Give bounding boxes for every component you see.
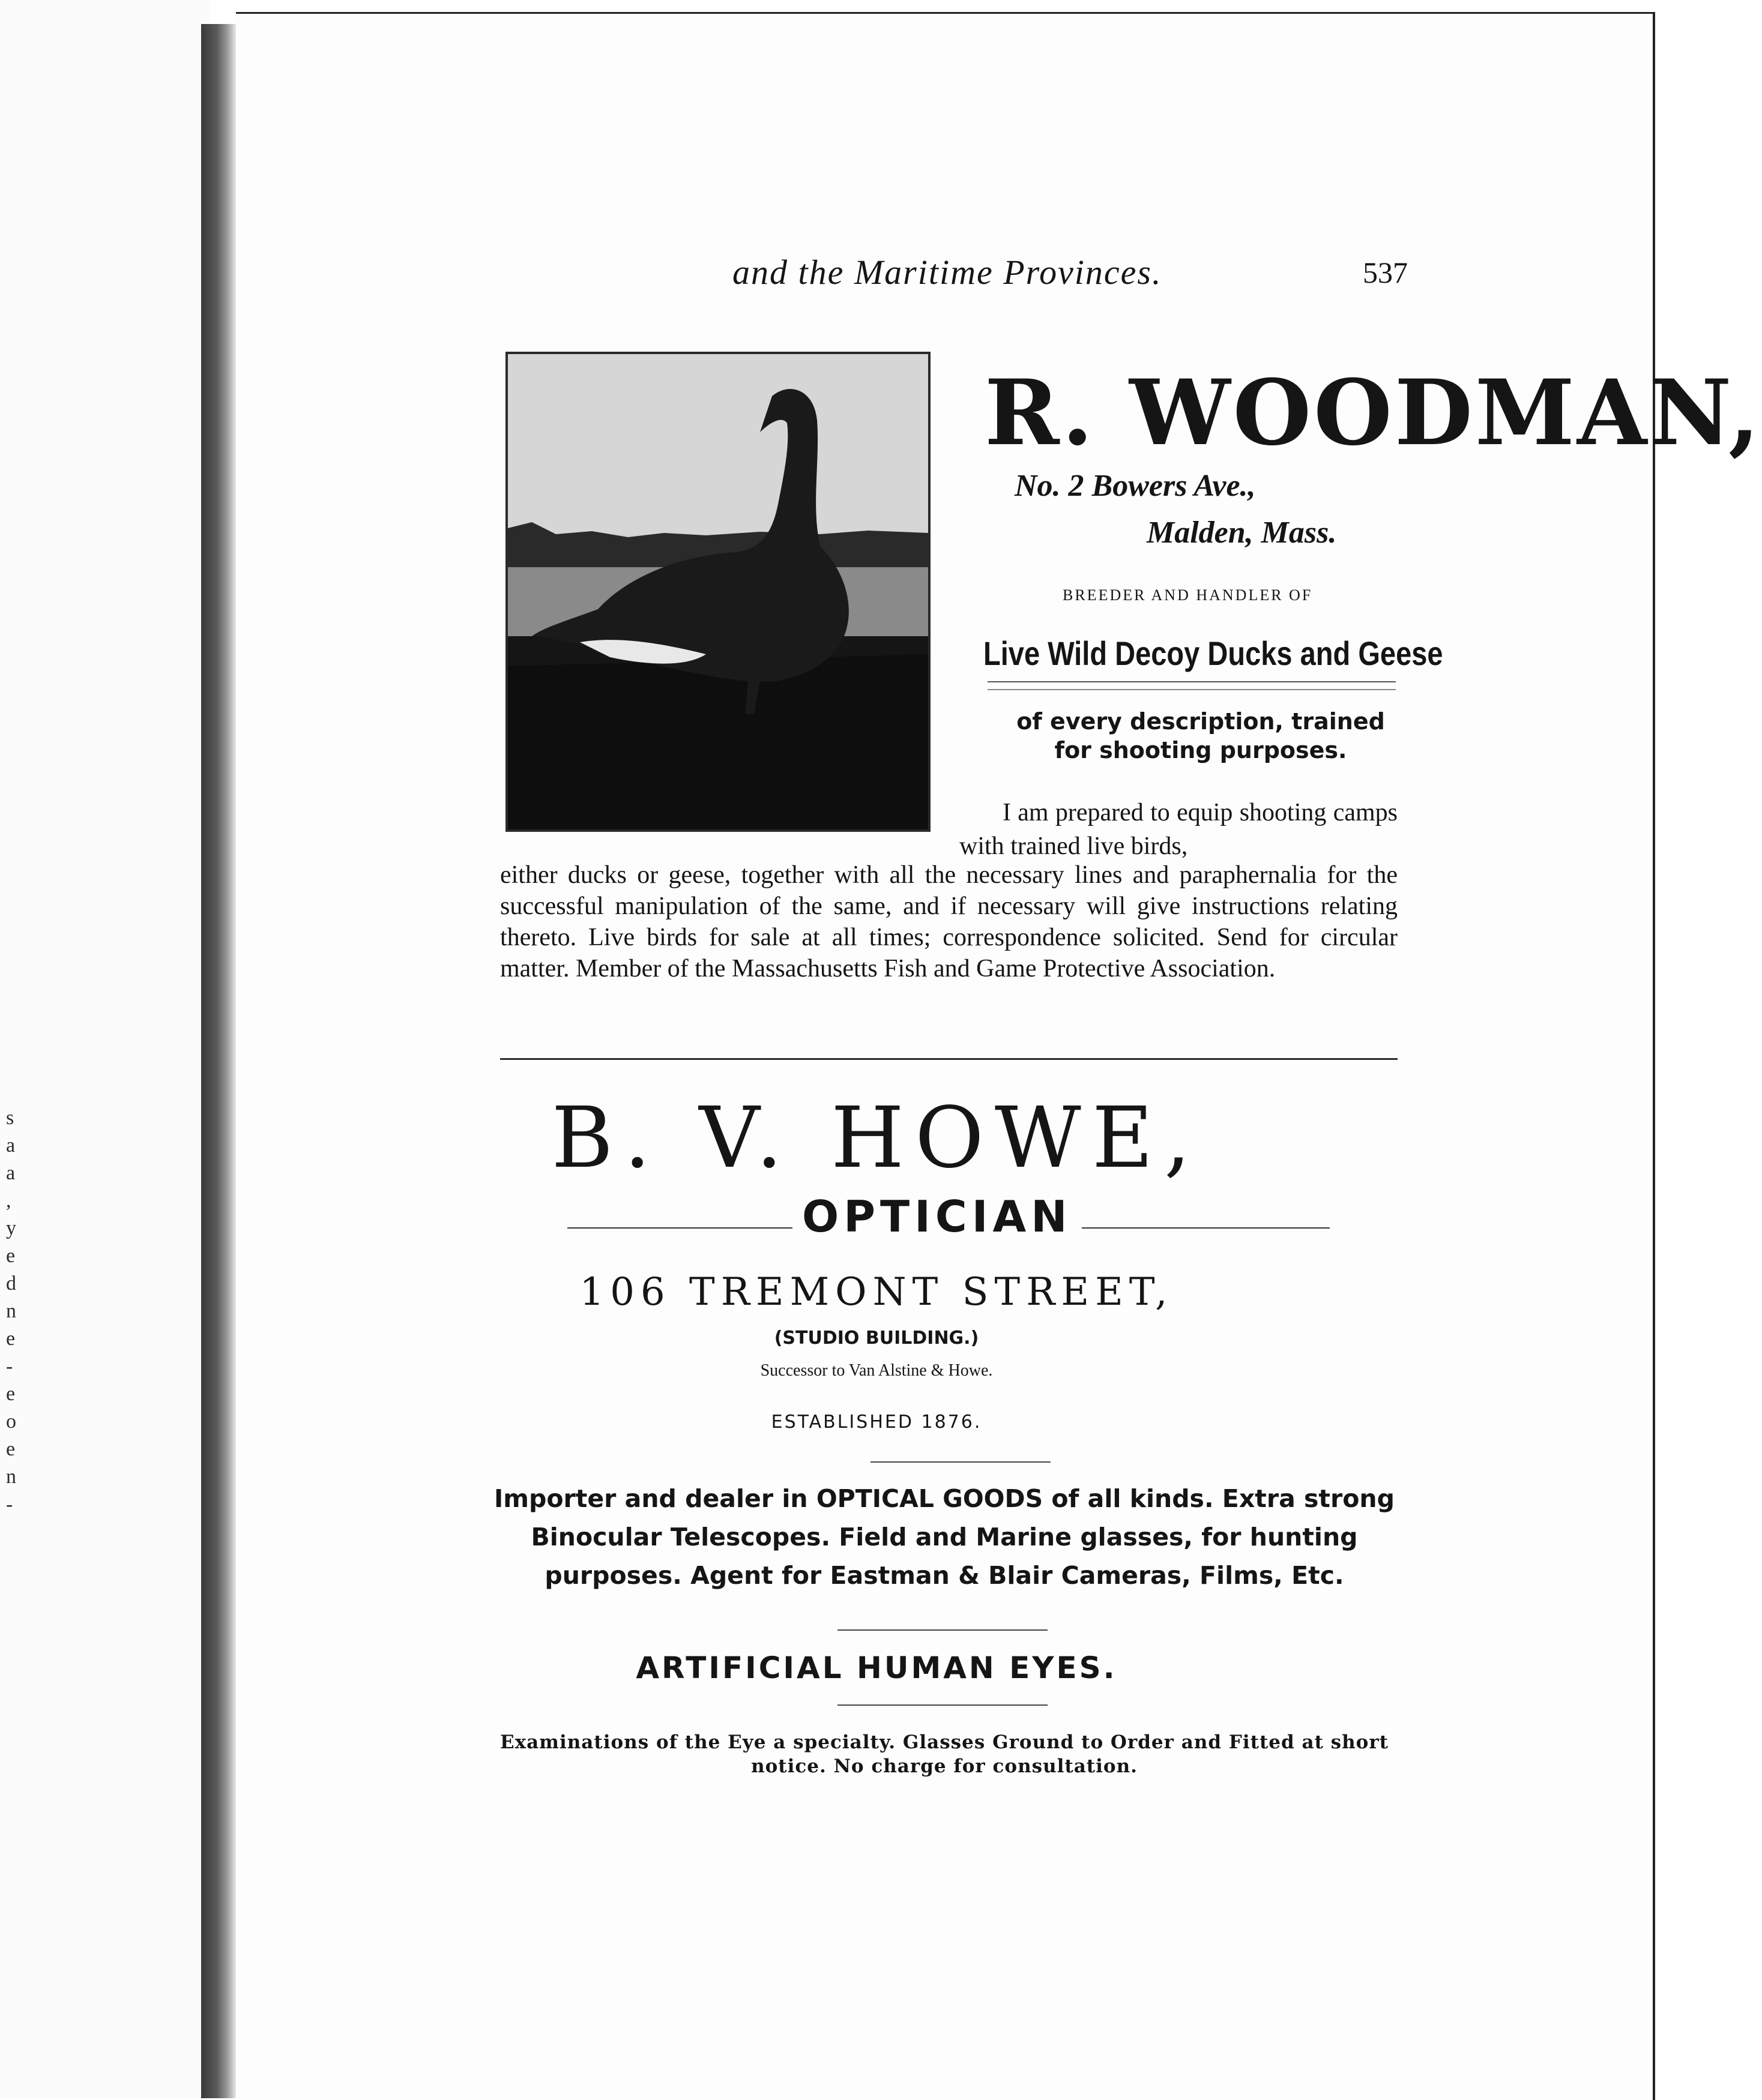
edge-letter: e <box>6 1438 16 1460</box>
edge-letter: n <box>6 1466 16 1488</box>
description-line: for shooting purposes. <box>1054 737 1347 763</box>
howe-established: ESTABLISHED 1876. <box>771 1412 982 1433</box>
advertiser-name-woodman: R. WOODMAN, <box>985 360 1762 466</box>
edge-letter: s <box>6 1107 14 1129</box>
short-divider <box>837 1704 1048 1706</box>
howe-successor: Successor to Van Alstine & Howe. <box>760 1361 993 1380</box>
page-sheet <box>236 12 1655 2100</box>
running-header: and the Maritime Provinces. <box>732 253 1162 292</box>
edge-letter: y <box>6 1217 16 1239</box>
left-page-edge <box>0 0 210 2098</box>
short-divider <box>837 1629 1048 1631</box>
edge-letter: e <box>6 1328 16 1350</box>
page-number: 537 <box>1363 256 1408 289</box>
edge-letter: a <box>6 1162 16 1184</box>
edge-letter: o <box>6 1410 16 1433</box>
woodman-breeder-line: BREEDER AND HANDLER OF <box>1063 586 1313 604</box>
edge-letter: , <box>6 1190 11 1212</box>
goose-photograph <box>505 352 931 832</box>
edge-letter: a <box>6 1134 16 1157</box>
woodman-address-line1: No. 2 Bowers Ave., <box>1015 469 1256 503</box>
edge-letter: e <box>6 1383 16 1405</box>
woodman-address-line2: Malden, Mass. <box>1147 516 1337 550</box>
description-line: of every description, trained <box>1016 708 1385 735</box>
howe-building: (STUDIO BUILDING.) <box>774 1328 979 1349</box>
woodman-description <box>961 707 1441 765</box>
woodman-body-text: either ducks or geese, together with all the necessary lines and paraphernalia for the successful manipulation of the same, and if necessary will give instructions relating thereto. Live birds for sale at all times; correspondence solicited. Send for circular matter. Member of the Massachusetts Fish and Game Protective Association. <box>500 861 1398 982</box>
howe-eyes-heading: ARTIFICIAL HUMAN EYES. <box>636 1650 1117 1685</box>
headline-underline <box>988 689 1396 690</box>
edge-letter: - <box>6 1493 13 1515</box>
edge-letter: e <box>6 1245 16 1267</box>
woodman-body-intro: I am prepared to equip shooting camps with trained live birds, <box>959 799 1398 860</box>
howe-address: 106 TREMONT STREET, <box>579 1270 1174 1314</box>
howe-footer-text: Examinations of the Eye a specialty. Glasses Ground to Order and Fitted at short notice. No charge for consultation. <box>499 1731 1389 1777</box>
scan-margin <box>1655 0 1669 2098</box>
advertiser-name-howe: B. V. HOWE, <box>551 1089 1202 1187</box>
howe-title: OPTICIAN <box>792 1191 1082 1242</box>
edge-letter: d <box>6 1272 16 1295</box>
short-divider <box>870 1461 1051 1463</box>
edge-letter: n <box>6 1300 16 1322</box>
edge-letter: - <box>6 1355 13 1377</box>
book-gutter-shadow <box>201 24 236 2098</box>
howe-body-text: Importer and dealer in OPTICAL GOODS of all kinds. Extra strong Binocular Telescopes. Field and Marine glasses, for hunting purposes. Agent for Eastman & Blair Cameras, Films, Etc. <box>494 1484 1395 1590</box>
ad-divider-rule <box>500 1058 1398 1060</box>
goose-silhouette-icon <box>508 354 928 829</box>
woodman-headline: Live Wild Decoy Ducks and Geese <box>983 634 1443 672</box>
headline-underline <box>988 681 1396 682</box>
